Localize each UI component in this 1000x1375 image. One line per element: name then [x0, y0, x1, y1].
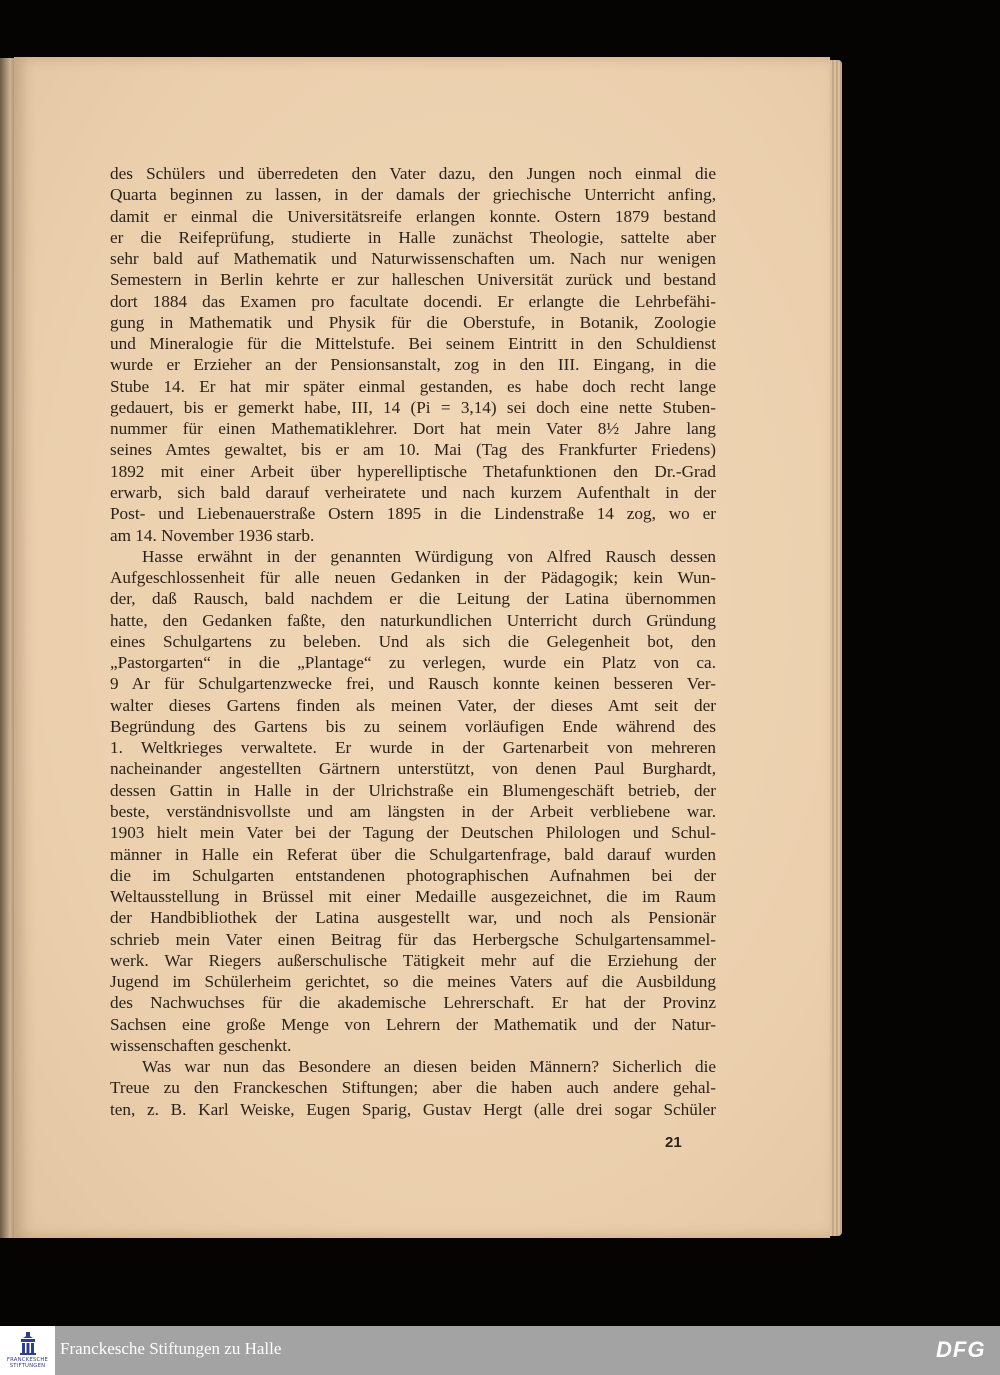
text-line: Aufgeschlossenheit für alle neuen Gedanken in der Pädagogik; kein Wun-: [110, 568, 716, 588]
book-page: [14, 57, 830, 1238]
text-line: hatte, den Gedanken faßte, den naturkundlichen Unterricht durch Gründung: [110, 610, 716, 630]
text-line: ten, z. B. Karl Weiske, Eugen Sparig, Gustav Hergt (alle drei sogar Schüler: [110, 1099, 716, 1119]
text-line: 9 Ar für Schulgartenzwecke frei, und Rausch konnte keinen besseren Ver-: [110, 674, 716, 694]
text-line: nacheinander angestellten Gärtnern unterstützt, von denen Paul Burghardt,: [110, 759, 716, 779]
body-text: [110, 163, 716, 1120]
institution-title[interactable]: Franckesche Stiftungen zu Halle: [60, 1339, 282, 1358]
text-line: Was war nun das Besondere an diesen beiden Männern? Sicherlich die: [142, 1057, 716, 1077]
text-line: dort 1884 das Examen pro facultate docendi. Er erlangte die Lehrbefähi-: [110, 291, 716, 311]
text-line: die im Schulgarten entstandenen photographischen Aufnahmen bei der: [110, 865, 716, 885]
text-line: werk. War Riegers außerschulische Tätigkeit mehr auf die Erziehung der: [110, 950, 716, 970]
text-line: sehr bald auf Mathematik und Naturwissenschaften um. Nach nur wenigen: [110, 249, 716, 269]
text-line: Jugend im Schülerheim gerichtet, so die meines Vaters auf die Ausbildung: [110, 972, 716, 992]
text-line: gung in Mathematik und Physik für die Oberstufe, in Botanik, Zoologie: [110, 312, 716, 332]
text-line: Stube 14. Er hat mir später einmal gestanden, es habe doch recht lange: [110, 376, 716, 396]
text-line: schrieb mein Vater einen Beitrag für das Herbergsche Schulgartensammel-: [110, 929, 716, 949]
text-line: der, daß Rausch, bald nachdem er die Leitung der Latina übernommen: [110, 589, 716, 609]
logo-text-line1: FRANCKESCHE: [6, 1357, 49, 1363]
text-line: Hasse erwähnt in der genannten Würdigung von Alfred Rausch dessen: [142, 546, 716, 566]
text-line: 1. Weltkrieges verwaltete. Er wurde in der Gartenarbeit von mehreren: [110, 738, 716, 758]
text-line: seines Amtes gewaltet, bis er am 10. Mai (Tag des Frankfurter Friedens): [110, 440, 716, 460]
logo-text: [3, 1357, 52, 1369]
franckesche-logo[interactable]: [0, 1326, 55, 1375]
text-line: damit er einmal die Universitätsreife erlangen konnte. Ostern 1879 bestand: [110, 206, 716, 226]
text-line: wissenschaften geschenkt.: [110, 1035, 292, 1055]
text-line: er die Reifeprüfung, studierte in Halle zunächst Theologie, sattelte aber: [110, 227, 716, 247]
text-line: Semestern in Berlin kehrte er zur halleschen Universität zurück und bestand: [110, 270, 716, 290]
text-line: nummer für einen Mathematiklehrer. Dort hat mein Vater 8½ Jahre lang: [110, 419, 716, 439]
text-line: der Handbibliothek der Latina ausgestellt war, und noch als Pensionär: [110, 908, 716, 928]
text-line: beste, verständnisvollste und am längsten in der Arbeit verbliebene war.: [110, 801, 716, 821]
text-line: gedauert, bis er gemerkt habe, III, 14 (Pi = 3,14) sei doch eine nette Stuben-: [110, 397, 716, 417]
building-icon: [19, 1331, 37, 1355]
text-line: männer in Halle ein Referat über die Schulgartenfrage, bald darauf wurden: [110, 844, 716, 864]
text-line: erwarb, sich bald darauf verheiratete und nach kurzem Aufenthalt in der: [110, 482, 716, 502]
dfg-logo[interactable]: DFG: [936, 1337, 986, 1362]
text-line: walter dieses Gartens finden als meinen Vater, der dieses Amt seit der: [110, 695, 716, 715]
text-line: am 14. November 1936 starb.: [110, 525, 315, 545]
text-line: „Pastorgarten“ in die „Plantage“ zu verlegen, wurde ein Platz von ca.: [110, 653, 716, 673]
text-line: 1903 hielt mein Vater bei der Tagung der Deutschen Philologen und Schul-: [110, 823, 716, 843]
text-line: dessen Gattin in Halle in der Ulrichstraße ein Blumengeschäft betrieb, der: [110, 780, 716, 800]
text-line: Treue zu den Franckeschen Stiftungen; aber die haben auch andere gehal-: [110, 1078, 716, 1098]
text-line: Sachsen eine große Menge von Lehrern der Mathematik und der Natur-: [110, 1014, 716, 1034]
text-line: eines Schulgartens zu beleben. Und als sich die Gelegenheit bot, den: [110, 631, 716, 651]
logo-text-line2: STIFTUNGEN: [9, 1363, 46, 1369]
text-line: wurde er Erzieher an der Pensionsanstalt, zog in den III. Eingang, in die: [110, 355, 716, 375]
text-line: und Mineralogie für die Mittelstufe. Bei seinem Eintritt in den Schuldienst: [110, 334, 716, 354]
text-line: des Nachwuchses für die akademische Lehrerschaft. Er hat der Provinz: [110, 993, 716, 1013]
page-number: 21: [665, 1134, 682, 1151]
text-line: Post- und Liebenauerstraße Ostern 1895 in die Lindenstraße 14 zog, wo er: [110, 504, 716, 524]
text-line: des Schülers und überredeten den Vater dazu, den Jungen noch einmal die: [110, 164, 716, 183]
footer-bar: [0, 1326, 1000, 1375]
text-line: Quarta beginnen zu lassen, in der damals der griechische Unterricht anfing,: [110, 185, 716, 205]
text-line: Weltausstellung in Brüssel mit einer Medaille ausgezeichnet, die im Raum: [110, 887, 716, 907]
text-line: 1892 mit einer Arbeit über hyperelliptische Thetafunktionen den Dr.-Grad: [110, 461, 716, 481]
text-line: Begründung des Gartens bis zu seinem vorläufigen Ende während des: [110, 716, 716, 736]
